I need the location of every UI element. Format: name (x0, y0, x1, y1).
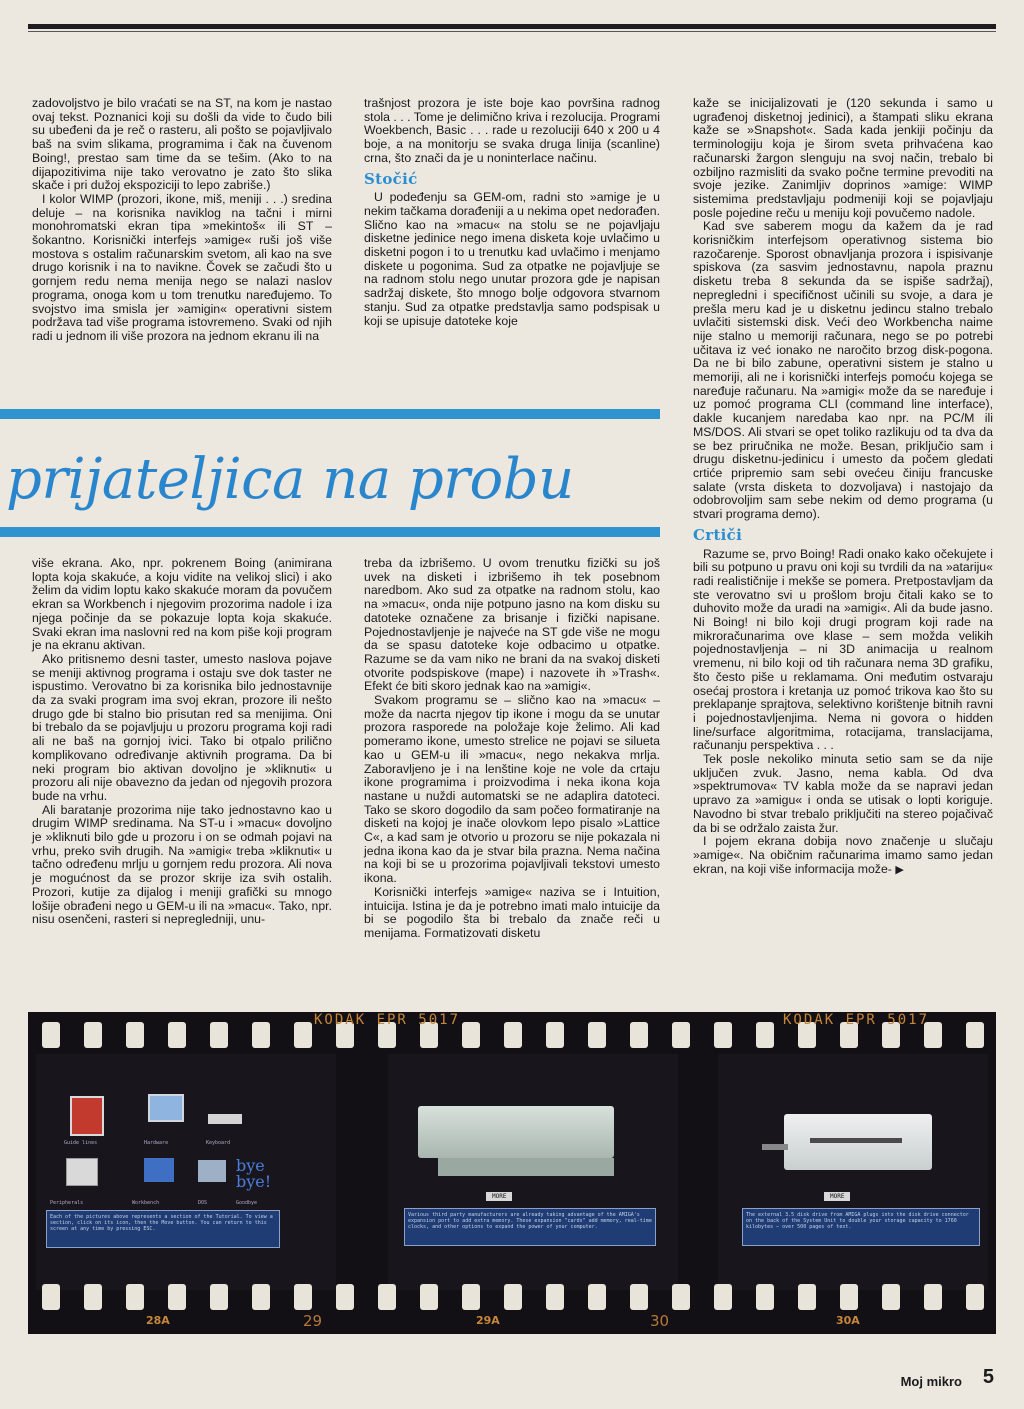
frame-number: 29 (303, 1312, 323, 1330)
sprocket-hole (42, 1022, 60, 1048)
expansion-caption-box: Various third party manufacturers are already taking advantage of the AMIGA's expansion port to add extra memory. These expansion "cards" add memory, real-time clocks, and other options to expand the power of your computer. (404, 1208, 656, 1246)
film-frame-1 (36, 1054, 336, 1290)
sprocket-hole (126, 1284, 144, 1310)
subhead-crtici: Crtiči (693, 525, 743, 544)
sprocket-hole (210, 1022, 228, 1048)
bye-bye-text: bye bye! (236, 1156, 272, 1191)
sprocket-hole (462, 1284, 480, 1310)
icon-label: Keyboard (206, 1140, 231, 1146)
sprocket-hole (672, 1284, 690, 1310)
tutorial-caption-box: Each of the pictures above represents a section of the Tutorial. To view a section, click on its icon, then the Move button. You can return to this screen at any time by pressing ESC. (46, 1210, 280, 1248)
film-edge-print-right: KODAK EPR 5017 (783, 1012, 930, 1028)
sprocket-hole (252, 1284, 270, 1310)
paragraph: Kad sve saberem mogu da kažem da je rad korisničkim interfejsom operativnog sistema bio razočarenje. Sporost obnavljanja prozora i ispisivanje spiskova (za sasvim jednostavnu, napola praznu disketu treba 8 sekunda da se ispiše sadržaj), nepregledni i specifičnost učinili su svoje, a dara je prešla meru kad je u disketnu jedincu stalno trebalo uvlačiti sistemski disk. Veći deo Workbencha naime nije stalno u memoriji računara, nego se po potrebi učitava iz već ionako ne naročito brzog disk-pogona. Da ne bi bilo zabune, operativni sistem je stalno u memoriji, ali ne i korisnički interfejs pomoću kojega se naređuje računaru. Na »amigi« može da se naređuje i uz pomoć programa CLI (command line interface), dakle kucanjem naredaba kao npr. na PC/M ili MS/DOS. Ali stvari se opet toliko razlikuju od ta dva da se bez priručnika ne može. Besan, priključio sam i drugu disketnu-jedinicu i umesto da počem gledati crtiće pripremio sam sebi ovećeu činiju francuske salate (vrsta disketa to dozvoljava) i nastojajo da odobrovoljim sam sebe nekim od demo programa (u stvari programa demo). (693, 219, 993, 522)
paragraph: više ekrana. Ako, npr. pokrenem Boing (animirana lopta koja skakuće, a koju vidite na velikoj slici) i ako želim da vidim loptu kako skakuće moram da povučem ekran sa Workbench i njegovim prozorima nadole i iza njega počinje da se pokazuje lopta koja skakuće. Svaki ekran ima naslovni red na kom piše koji program je na ekranu aktivan. (32, 556, 332, 653)
sprocket-hole (378, 1284, 396, 1310)
workbench-icon (144, 1158, 174, 1182)
expansion-unit-base (438, 1158, 614, 1176)
paragraph: Ako pritisnemo desni taster, umesto naslova pojave se meniji aktivnog programa i ostaju sve dok taster ne ispustimo. Verovatno bi za korisnika bilo jednostavnije da za svaki program ima svoj ekran, prozore ili nešto drugo gde bi stalno bio prisutan red sa menijima. Oni bi trebalo da se pojavljuju u prozoru programa koji radi ali ne baš na gornjoj ivici. Tako bi otpalo prilično komplikovano određivanje aktivnih programa. Da bi neki program bio aktivan dovoljno je »kliknuti« u prozoru ali nije obavezno da jedan od njegovih prozora bude na vrhu. (32, 651, 332, 803)
sprocket-hole (210, 1284, 228, 1310)
paragraph: Svakom programu se – slično kao na »macu« – može da nacrta njegov tip ikone i mogu da se unutar prozora rasporede na položaje koje želimo. Ali kad pomeramo ikone, umesto strelice ne pojavi se silueta kao u GEM-u ili »macu«, nego nekakva mrlja. Zaboravljeno je i na lenštine koje ne vole da crtaju ikone programima i proizvodima i neka ikona koja nastane u nuždi automatski se ne adaplira datoteci. Tako se skoro dogodilo da sam počeo formatiranje na disketi na kojoj je inače olovkom lepo pisalo »Lattice C«, a kad sam je otvorio u prozoru se nije pokazala ni jedna ikona kao da je stvar bila prazna. Nema načina na koji bi se u prozorima pojavljivali tekstovi umesto ikona. (364, 693, 660, 886)
headline-band-bottom (0, 527, 660, 537)
icon-label: Guide lines (64, 1140, 98, 1146)
frame-number: 30A (836, 1314, 860, 1327)
sprocket-hole (588, 1022, 606, 1048)
icon-label: Hardware (144, 1140, 169, 1146)
paragraph-text: I pojem ekrana dobija novo značenje u slučaju »amige«. Na običnim računarima imamo samo jedan ekran, na koji više informacija može- (693, 834, 993, 876)
sprocket-hole (966, 1022, 984, 1048)
more-button[interactable]: MORE (486, 1192, 512, 1201)
top-rule-thin (28, 31, 996, 32)
sprocket-hole (672, 1022, 690, 1048)
sprocket-hole (294, 1022, 312, 1048)
paragraph: Tek posle nekoliko minuta setio sam se da nije uključen zvuk. Jasno, nema kabla. Od dva »spektrumova« TV kabla može da se napravi jedan upravo za »amigu« i onda se utisak o lopti koriguje. Navodno bi stvar trebalo priključiti na stereo pojačivač da bi se održalo zaista žur. (693, 752, 993, 835)
computer-icon (148, 1094, 184, 1122)
connector-cable (762, 1144, 788, 1150)
sprocket-hole (588, 1284, 606, 1310)
subhead-stocic: Stočić (364, 169, 418, 188)
icon-label: Goodbye (236, 1200, 258, 1206)
sprocket-hole (504, 1284, 522, 1310)
sprocket-hole (252, 1022, 270, 1048)
paragraph: zadovoljstvo je bilo vraćati se na ST, na kom je nastao ovaj tekst. Poznanici koji su došli da vide to čudo bili su ubeđeni da je reč o rasteru, ali pošto se pojavljivalo baš na svim slikama, programima i čak na čuvenom Boing!, prestao sam time da se tešim. (Ako to na dijapozitivima nije tako verovatno je zato što slika skače i pri dužoj ekspoziciji to lepo zabriše.) (32, 96, 332, 193)
sprocket-hole (756, 1022, 774, 1048)
frame-number: 29A (476, 1314, 500, 1327)
paragraph: U podeđenju sa GEM-om, radni sto »amige je u nekim tačkama dorađeniji a u nekima opet nedorađen. Slično kao na »macu« na stolu se ne pojavljaju disketne jedinice nego imena disketa koje uvlačimo u disketni pogon i to u trenutku kad uvlačimo i menjamo diskete u pogonima. Sud za otpatke ne pojavljuje se na radnom stolu nego unutar prozora gde je napisan sadržaj diskete, što mnogo bolje odgovora stvarnom stanju. Sud za otpatke predstavlja samo podspisak u koji se upisuje datoteke koje (364, 190, 660, 328)
sprocket-hole (840, 1284, 858, 1310)
dos-icon (198, 1160, 226, 1182)
frame-number: 28A (146, 1314, 170, 1327)
paragraph: Razume se, prvo Boing! Radi onako kako očekujete i bili su potpuno u pravu oni koji su tvrdili da na »atariju« radi realističnije i mekše se pomera. Pretpostavljam da ste verovatno svi u prošlom broju čitali kako se to duhovito može da uradi na »amigi«. Ali da bude jasno. Ni Boing! ni bilo koji drugi program koji rade na mikroračunarima ove klase – sem možda velikih pojednostavljenja – ni 3D animacija u realnom vremenu, ni bilo koji od tih računara nema 3D grafiku, što često piše u reklamama. Oni međutim ostvaraju osećaj prostora i kretanja uz pomoć trikova kao što su preklapanje sprajtova, selektivno korištenje bitnih ravni i pojednostavljenjima. Nema ni govora o hidden line/surface algoritmima, rotacijama, translacijama, računanju perspektiva . . . (693, 546, 993, 753)
paragraph: kaže se inicijalizovati je (120 sekunda i samo u ugrađenoj disketnoj jedinici), a štampati sliku ekrana kaže se »Snapshot«. Sada kada jenkiji počinju da terminologiju koja je širom sveta prihvaćena kao računarski žargon slenguju na svoj način, trebalo bi ozbiljno razmisliti da svako počne termine prevoditi na svoje jezike. Zanimljiv doprinos »amige: WIMP sistemima predstavljaju podmeniji koji se pojavljaju posle pojedine reču u meniju koji povučemo nadole. (693, 96, 993, 220)
column-1-bottom (32, 557, 332, 927)
film-edge-print-left: KODAK EPR 5017 (314, 1012, 461, 1028)
film-frame-2 (388, 1054, 678, 1290)
sprocket-hole (420, 1284, 438, 1310)
column-1-top (32, 97, 332, 344)
icon-label: Workbench (132, 1200, 160, 1206)
continue-arrow-icon: ▶ (895, 863, 904, 876)
sprocket-hole (84, 1022, 102, 1048)
top-rule (28, 24, 996, 29)
sprocket-hole (630, 1284, 648, 1310)
film-frame-3 (718, 1054, 988, 1290)
page-number: 5 (982, 1366, 994, 1388)
column-2-top (364, 97, 660, 328)
column-2-bottom (364, 557, 660, 941)
sprocket-hole (546, 1284, 564, 1310)
paragraph: trašnjost prozora je iste boje kao površina radnog stola . . . Tome je delimično kriva i rezolucija. Programi Woekbench, Basic . . . rade u rezoluciji 640 x 200 u 4 boje, a na monitorju se svaka druga linija (scanline) crna, što znači da je u noninterlace načinu. (364, 96, 660, 165)
sprocket-hole (756, 1284, 774, 1310)
paragraph: Korisnički interfejs »amige« naziva se i Intuition, intuicija. Istina je da je potrebno imati malo intuicije da bi se pogodilo šta bi trebalo da znače reči u menijama. Formatizovati disketu (364, 884, 660, 940)
sprocket-hole (882, 1284, 900, 1310)
icon-label: Peripherals (50, 1200, 84, 1206)
sprocket-hole (336, 1284, 354, 1310)
column-3 (693, 97, 993, 877)
sprocket-hole (126, 1022, 144, 1048)
paragraph: Ali baratanje prozorima nije tako jednostavno kao u drugim WIMP sredinama. Na ST-u i »macu« dovoljno je »kliknuti bilo gde u prozoru i on se odmah pojavi na vrhu, preko svih drugih. Na »amigi« treba »kliknuti« u tačno određenu mrlju u gornjem redu prozora. Ali nova je mogućnost da se prozor skrije iza svih ostalih. Prozori, kutije za dijalog i meniji grafički su mnogo lošije obrađeni nego u GEM-u ili na »macu«. Tako, npr. nisu osenčeni, rasteri si nepregledniji, unu- (32, 802, 332, 927)
more-button[interactable]: MORE (824, 1192, 850, 1201)
sprocket-holes-bottom (28, 1284, 996, 1312)
headline-band-top (0, 409, 660, 419)
magazine-name: Moj mikro (900, 1374, 962, 1389)
sprocket-hole (630, 1022, 648, 1048)
sprocket-hole (714, 1022, 732, 1048)
expansion-unit-image (418, 1106, 614, 1158)
sprocket-hole (504, 1022, 522, 1048)
sprocket-hole (798, 1284, 816, 1310)
sprocket-hole (42, 1284, 60, 1310)
icon-label: DOS (198, 1200, 208, 1206)
disk-slot (810, 1138, 902, 1143)
sprocket-hole (546, 1022, 564, 1048)
sprocket-hole (924, 1284, 942, 1310)
sprocket-hole (168, 1284, 186, 1310)
paragraph: I kolor WIMP (prozori, ikone, miš, meniji . . .) sredina deluje – na korisnika naviklog na tačni i mirni monohromatski ekran tipa »mekintoš« ili ST – šokantno. Korisnički interfejs »amige« ruši još više mostova s ostalim računarskim svetom, ali kao na sve drugo korisnik i na to navikne. Čovek se začudi što u gornjem redu nema menija nego se nalazi naslov programa, onoga kom u tom trenutku naređujemo. To svojstvo ima smisla jer »amigin« operativni sistem podržava tad više programa istovremeno. Svaki od njih radi u jednom ili više prozora na jednom ekranu ili na (32, 191, 332, 343)
peripherals-icon (66, 1158, 98, 1186)
sprocket-hole (966, 1284, 984, 1310)
disk-drive-caption-box: The external 3.5 disk drive from AMIGA plugs into the disk drive connector on the back of the System Unit to double your storage capacity to 1760 kilobytes — over 500 pages of text. (742, 1208, 980, 1246)
filmstrip-photo (28, 1012, 996, 1334)
sprocket-hole (462, 1022, 480, 1048)
sprocket-hole (168, 1022, 186, 1048)
sprocket-hole (294, 1284, 312, 1310)
sprocket-hole (84, 1284, 102, 1310)
keyboard-icon (208, 1114, 242, 1124)
paragraph: treba da izbrišemo. U ovom trenutku fizički su još uvek na disketi i izbrišemo ih tek posebnom naredbom. Ako sud za otpatke na radnom stolu, kao na »macu«, onda nije potpuno jasno na kom disku su datoteke označene za brisanje i fizički napisane. Pojednostavljenje je najveće na ST gde više ne mogu da se spasu datoteke koje odbacimo u otpatke. Razume se da vam niko ne brani da na svakoj disketi otvorite podspiskove (mape) i nazovete ih »Trash«. Efekt će biti skoro jednak kao na »amigi«. (364, 556, 660, 694)
frame-number: 30 (650, 1312, 670, 1330)
paragraph (693, 835, 993, 877)
book-icon (70, 1096, 104, 1136)
sprocket-hole (714, 1284, 732, 1310)
headline: prijateljica na probu (6, 447, 574, 512)
